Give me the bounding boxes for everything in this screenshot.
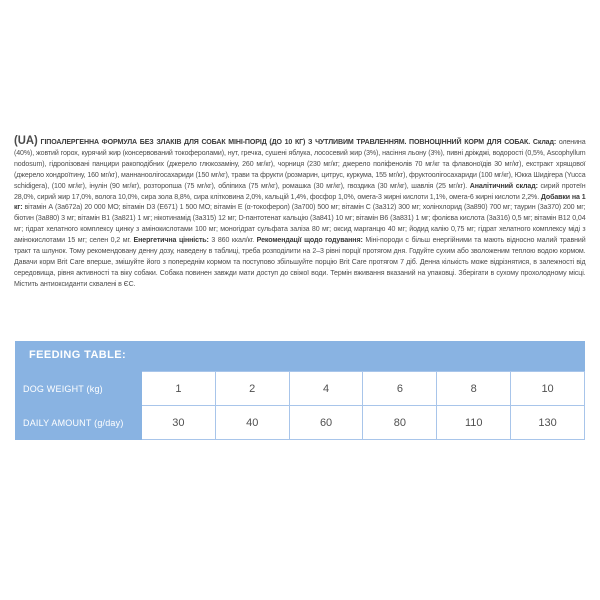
- amount-label: DAILY AMOUNT: [23, 417, 92, 428]
- analytical-label: Аналітичний склад:: [469, 180, 538, 190]
- amount-cell: 80: [363, 406, 437, 440]
- amount-row: [16, 406, 585, 440]
- amount-unit: (g/day): [94, 417, 124, 428]
- feeding-table: [15, 371, 585, 440]
- weight-cell: 8: [437, 372, 511, 406]
- weight-cell: 1: [142, 372, 216, 406]
- energy-text: 3 860 ккал/кг.: [211, 235, 255, 245]
- weight-header: [16, 372, 142, 406]
- weight-cell: 6: [363, 372, 437, 406]
- weight-cell: 2: [215, 372, 289, 406]
- product-description: [14, 135, 586, 290]
- feeding-table-title: FEEDING TABLE:: [29, 349, 127, 361]
- product-title: ГІПОАЛЕРГЕННА ФОРМУЛА БЕЗ ЗЛАКІВ ДЛЯ СОБАК МІНІ-ПОРІД (ДО 10 КГ) З ЧУТЛИВИМ ТРАВЛЕННЯМ. ПОВНОЦІННИЙ КОРМ ДЛЯ СОБАК.: [40, 137, 531, 146]
- amount-cell: 110: [437, 406, 511, 440]
- composition-label: Склад:: [532, 137, 557, 146]
- weight-cell: 4: [289, 372, 363, 406]
- amount-cell: 60: [289, 406, 363, 440]
- weight-row: [16, 372, 585, 406]
- weight-cell: 10: [511, 372, 585, 406]
- amount-cell: 30: [142, 406, 216, 440]
- weight-unit: (kg): [86, 383, 103, 394]
- feeding-table-panel: [15, 341, 585, 439]
- analytical-text: сирий протеїн 28,0%, сирий жир 17,0%, волога 10,0%, сира зола 8,8%, сира клітковина 2,0%, кальцій 1,4%, фосфор 1,0%, омега-3 жирні кислоти 1,1%, омега-6 жирні кислоти 2,2%.: [14, 180, 586, 201]
- weight-label: DOG WEIGHT: [23, 383, 84, 394]
- language-tag: (UA): [14, 133, 38, 147]
- additives-label: Добавки на 1 кг:: [14, 191, 586, 212]
- recommend-label: Рекомендації щодо годування:: [256, 235, 363, 245]
- amount-cell: 130: [511, 406, 585, 440]
- additives-text: вітамін А (3a672a) 20 000 МО; вітамін D3 (E671) 1 500 МО; вітамін Е (α-токоферол) (3a700) 500 мг; вітамін С (3a312) 300 мг; холінхлорид (3a890) 700 мг; таурин (3a370) 200 мг; біотин (3a880) 3 мг; вітамін В1 (3a821) 1 мг; нікотинамід (3a315) 12 мг; D-пантотенат кальцію (3a841) 10 мг; вітамін В6 (3a831) 1 мг; фолієва кислота (3a316) 0,5 мг; вітамін В12 0,04 мг; гідрат хелатного комплексу цинку з амінокислотами 100 мг; моногідрат сульфата заліза 80 мг; оксид марганцю 40 мг; йодид калію 0,75 мг; гідрат хелатного комплексу міді з амінокислотами 15 мг; селен 0,2 мг.: [14, 202, 586, 245]
- energy-label: Енергетична цінність:: [133, 235, 209, 245]
- recommend-text: Міні-породи с більш енергійними та мають відносно малий травний тракт та шлунок. Тому рекомендовану денну дозу, наведену в таблиці, треба розподілити на 2–3 рівні порції протягом дня. Годуйте сухим або зволоженим теплою водою кормом. Давачи корм Brit Care вперше, змішуйте його з попереднім кормом та поступово збільшуйте порцію Brit Care протягом 7 діб. Денна кількість може відрізнятися, в залежності від середовища, рівня активності та віку собаки. Собака повинен завжди мати доступ до свіжої води. Термін вживання вказаний на упаковці. Зберігати в сухому прохолодному місці. Містить антиоксиданти схвалені в ЄС.: [14, 235, 586, 288]
- amount-header: [16, 406, 142, 440]
- composition-text: оленина (40%), жовтий горох, курячий жир (консервований токоферолами), нут, гречка, сушені яблука, лососевий жир (3%), насіння льону (3%), пивні дріжджі, водорості (0,5%, Ascophyllum nodosum), гідролізовані панцири ракоподібних (джерело глюкозаміну, 260 мг/кг), чорниця (230 мг/кг; джерело поліфенолів 70 мг/кг та флавоноїдів 30 мг/кг), екстракт хрящової (джерело хондроїтину, 160 мг/кг), маннаноолігосахариди (150 мг/кг), трави та фрукти (розмарин, цитрус, куркума, 155 мг/кг), фруктоолігосахариди (100 мг/кг), Юкка Шидігера (Yucca schidigera), (100 мг/кг), інулін (90 мг/кг), розторопша (75 мг/кг), обліпиха (75 мг/кг), ромашка (30 мг/кг), гвоздика (30 мг/кг), шавлія (25 мг/кг).: [14, 137, 586, 190]
- amount-cell: 40: [215, 406, 289, 440]
